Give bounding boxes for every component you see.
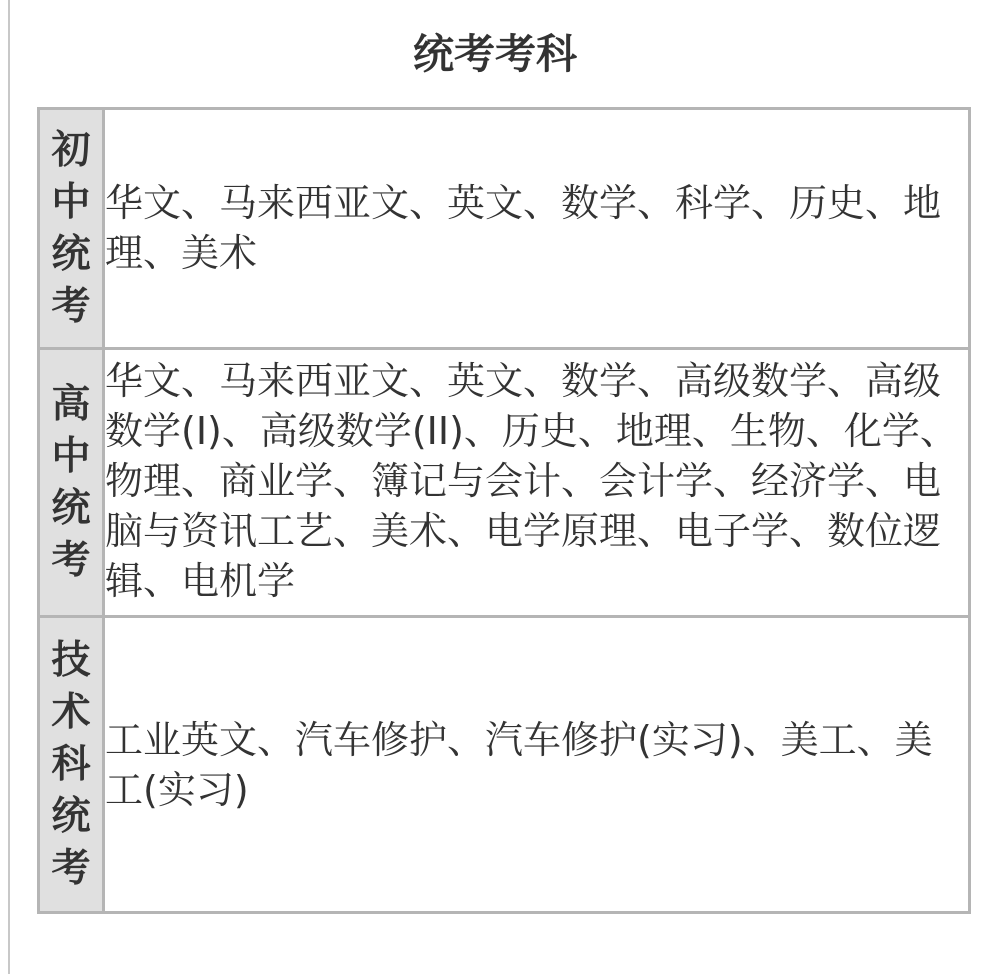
subjects-text-junior: 华文、马来西亚文、英文、数学、科学、历史、地理、美术: [105, 181, 942, 275]
table-row-technical: [39, 617, 970, 913]
subjects-table: [37, 107, 971, 914]
row-header-technical: 技术科统考: [39, 617, 104, 913]
table-row-junior: [39, 109, 970, 349]
row-header-senior: 高中统考: [39, 349, 104, 617]
subjects-text-technical: 工业英文、汽车修护、汽车修护(实习)、美工、美工(实习): [105, 717, 933, 812]
row-subjects-technical: [104, 617, 970, 913]
row-header-junior: 初中统考: [39, 109, 104, 349]
row-subjects-senior: [104, 349, 970, 617]
subjects-text-senior: 华文、马来西亚文、英文、数学、高级数学、高级数学(I)、高级数学(II)、历史、地理、生物、化学、物理、商业学、簿记与会计、会计学、经济学、电脑与资讯工艺、美术、电学原理、电子学、数位逻辑、电机学: [105, 359, 958, 603]
page-left-border: [8, 0, 10, 974]
table-caption: 统考考科: [413, 30, 577, 78]
table-row-senior: [39, 349, 970, 617]
row-subjects-junior: [104, 109, 970, 349]
